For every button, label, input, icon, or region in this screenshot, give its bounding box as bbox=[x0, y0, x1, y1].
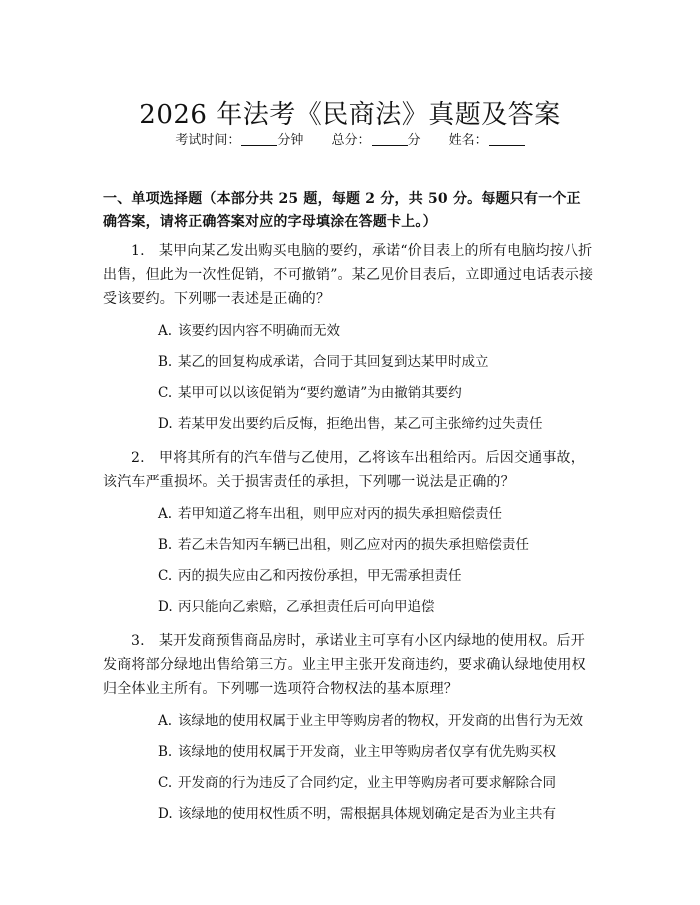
option-d bbox=[103, 415, 597, 433]
question-item bbox=[103, 239, 597, 433]
option-letter: C. bbox=[158, 775, 173, 791]
option-text: 某甲可以以该促销为“要约邀请”为由撤销其要约 bbox=[178, 385, 462, 401]
document-title: 2026 年法考《民商法》真题及答案 bbox=[139, 100, 561, 131]
option-text: 该绿地的使用权属于开发商，业主甲等购房者仅享有优先购买权 bbox=[178, 744, 556, 760]
option-b bbox=[103, 536, 597, 554]
option-text: 开发商的行为违反了合同约定，业主甲等购房者可要求解除合同 bbox=[178, 775, 556, 791]
question-list bbox=[103, 239, 597, 836]
exam-time-unit: 分钟 bbox=[277, 133, 304, 148]
exam-time-blank bbox=[241, 131, 277, 146]
option-text: 若乙未告知丙车辆已出租，则乙应对丙的损失承担赔偿责任 bbox=[178, 537, 529, 553]
question-stem: 1. 某甲向某乙发出购买电脑的要约，承诺“价目表上的所有电脑均按八折出售，但此为一次性促销，不可撤销”。某乙见价目表后，立即通过电话表示接受该要约。下列哪一表述是正确的？ bbox=[103, 243, 594, 307]
question-item bbox=[103, 629, 597, 823]
option-d bbox=[103, 805, 597, 823]
option-text: 该要约因内容不明确而无效 bbox=[178, 323, 340, 339]
exam-time-label: 考试时间： bbox=[175, 133, 241, 148]
total-score-unit: 分 bbox=[407, 133, 421, 148]
option-text: 若某甲发出要约后反悔，拒绝出售，某乙可主张缔约过失责任 bbox=[178, 416, 543, 432]
option-letter: D. bbox=[158, 599, 173, 615]
option-a bbox=[103, 322, 597, 340]
option-text: 若甲知道乙将车出租，则甲应对丙的损失承担赔偿责任 bbox=[178, 506, 502, 522]
option-text: 该绿地的使用权属于业主甲等购房者的物权，开发商的出售行为无效 bbox=[178, 713, 583, 729]
name-label: 姓名： bbox=[448, 133, 488, 148]
option-a bbox=[103, 712, 597, 730]
question-stem: 3. 某开发商预售商品房时，承诺业主可享有小区内绿地的使用权。后开发商将部分绿地出售给第三方。业主甲主张开发商违约，要求确认绿地使用权归全体业主所有。下列哪一选项符合物权法的基本原理？ bbox=[103, 633, 586, 697]
total-score-label: 总分： bbox=[331, 133, 371, 148]
option-c bbox=[103, 384, 597, 402]
option-text: 某乙的回复构成承诺，合同于其回复到达某甲时成立 bbox=[178, 354, 489, 370]
option-letter: B. bbox=[158, 354, 173, 370]
option-c bbox=[103, 774, 597, 792]
option-b bbox=[103, 743, 597, 761]
option-letter: A. bbox=[158, 506, 173, 522]
option-letter: B. bbox=[158, 744, 173, 760]
option-a bbox=[103, 505, 597, 523]
section-heading: 一、单项选择题（本部分共 25 题，每题 2 分，共 50 分。每题只有一个正确答案，请将正确答案对应的字母填涂在答题卡上。） bbox=[103, 191, 581, 230]
name-blank bbox=[489, 131, 525, 146]
option-letter: C. bbox=[158, 568, 173, 584]
option-b bbox=[103, 353, 597, 371]
exam-meta bbox=[0, 130, 700, 152]
option-letter: B. bbox=[158, 537, 173, 553]
name-field bbox=[449, 130, 525, 152]
option-text: 丙只能向乙索赔，乙承担责任后可向甲追偿 bbox=[178, 599, 435, 615]
option-d bbox=[103, 598, 597, 616]
total-score-blank bbox=[372, 131, 408, 146]
option-letter: D. bbox=[158, 806, 173, 822]
total-score-field bbox=[331, 130, 420, 152]
exam-time-field bbox=[175, 130, 303, 152]
option-text: 该绿地的使用权性质不明，需根据具体规划确定是否为业主共有 bbox=[178, 806, 556, 822]
option-letter: A. bbox=[158, 713, 173, 729]
question-stem: 2. 甲将其所有的汽车借与乙使用，乙将该车出租给丙。后因交通事故，该汽车严重损坏。关于损害责任的承担，下列哪一说法是正确的？ bbox=[103, 450, 585, 490]
question-item bbox=[103, 446, 597, 616]
option-c bbox=[103, 567, 597, 585]
option-letter: D. bbox=[158, 416, 173, 432]
option-letter: A. bbox=[158, 323, 173, 339]
option-text: 丙的损失应由乙和丙按份承担，甲无需承担责任 bbox=[178, 568, 462, 584]
option-letter: C. bbox=[158, 385, 173, 401]
